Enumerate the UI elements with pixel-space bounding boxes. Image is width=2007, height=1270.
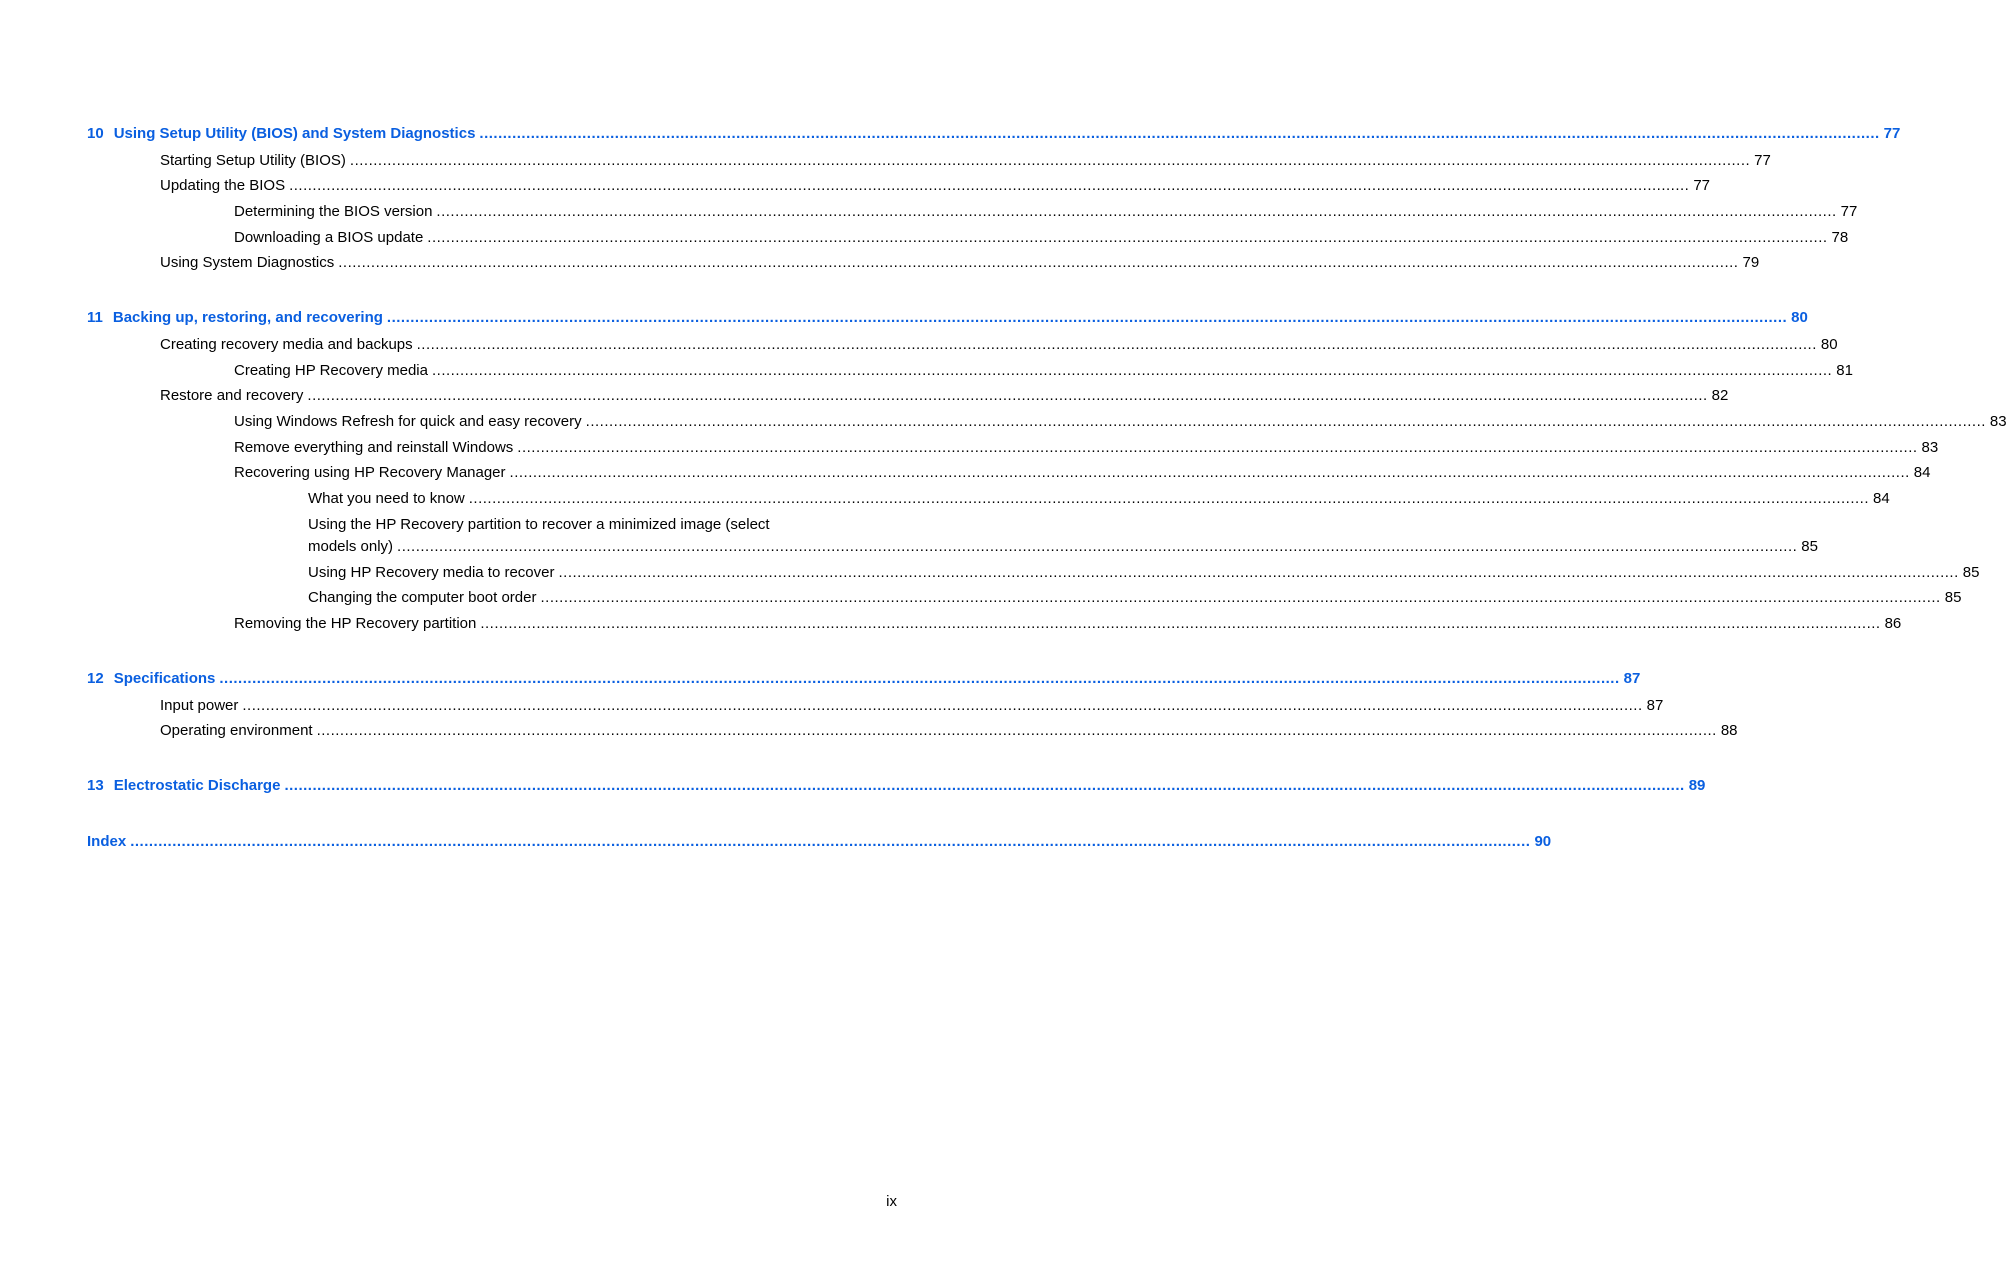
page-ref: 79 xyxy=(1742,254,1760,271)
index-title: Index xyxy=(87,831,130,853)
entry-title-line1: Using the HP Recovery partition to recover a minimized image (select xyxy=(308,516,770,533)
dot-leader: ............................................................................................................................................................................................................................................................................................................ xyxy=(468,490,1870,507)
chapter-title: Electrostatic Discharge xyxy=(113,777,281,794)
toc-entry[interactable] xyxy=(87,720,1738,742)
toc-entry[interactable] xyxy=(87,488,1890,510)
toc-entry[interactable] xyxy=(87,462,1931,484)
dot-leader: ............................................................................................................................................................................................................................................................................................................ xyxy=(517,439,1918,456)
page-number: ix xyxy=(886,1193,897,1210)
toc-entry[interactable] xyxy=(87,587,1962,609)
dot-leader: ............................................................................................................................................................................................................................................................................................................ xyxy=(219,670,1620,687)
dot-leader: ............................................................................................................................................................................................................................................................................................................ xyxy=(397,538,1798,555)
dot-leader: ............................................................................................................................................................................................................................................................................................................ xyxy=(540,589,1941,606)
toc-entry[interactable] xyxy=(87,411,2007,433)
entry-title: Removing the HP Recovery partition xyxy=(234,613,480,635)
dot-leader: ............................................................................................................................................................................................................................................................................................................ xyxy=(479,125,1880,142)
entry-title: Operating environment xyxy=(160,720,317,742)
page-ref: 78 xyxy=(1831,229,1849,246)
toc-entry[interactable] xyxy=(87,562,1980,584)
chapter-title: Specifications xyxy=(113,670,216,687)
page-ref: 83 xyxy=(1921,439,1939,456)
page-ref: 87 xyxy=(1646,697,1664,714)
entry-title: Recovering using HP Recovery Manager xyxy=(234,462,510,484)
page-ref: 77 xyxy=(1754,152,1771,169)
entry-title-line2: models only) xyxy=(308,536,397,558)
page-ref: 87 xyxy=(1623,670,1641,687)
entry-title: Changing the computer boot order xyxy=(308,587,540,609)
toc-chapter-10[interactable] xyxy=(87,123,1901,145)
toc-entry[interactable] xyxy=(87,334,1838,356)
page-ref: 90 xyxy=(1534,833,1552,850)
entry-title: Using HP Recovery media to recover xyxy=(308,562,559,584)
dot-leader: ............................................................................................................................................................................................................................................................................................................ xyxy=(242,697,1643,714)
page-ref: 85 xyxy=(1962,564,1980,581)
entry-title: Remove everything and reinstall Windows xyxy=(234,437,517,459)
dot-leader: ............................................................................................................................................................................................................................................................................................................ xyxy=(130,833,1531,850)
dot-leader: ............................................................................................................................................................................................................................................................................................................ xyxy=(307,387,1708,404)
dot-leader: ............................................................................................................................................................................................................................................................................................................ xyxy=(558,564,1959,581)
toc-entry[interactable] xyxy=(87,385,1729,407)
dot-leader: ............................................................................................................................................................................................................................................................................................................ xyxy=(480,615,1881,632)
dot-leader: ............................................................................................................................................................................................................................................................................................................ xyxy=(338,254,1739,271)
page-ref: 80 xyxy=(1791,309,1808,326)
entry-title: Updating the BIOS xyxy=(160,175,289,197)
entry-title: Creating HP Recovery media xyxy=(234,360,432,382)
dot-leader: ............................................................................................................................................................................................................................................................................................................ xyxy=(427,229,1828,246)
page-ref: 77 xyxy=(1883,125,1901,142)
page-ref: 84 xyxy=(1873,490,1890,507)
page-ref: 80 xyxy=(1820,336,1838,353)
toc-chapter-11[interactable] xyxy=(87,307,1808,329)
toc-entry[interactable] xyxy=(87,175,1711,197)
dot-leader: ............................................................................................................................................................................................................................................................................................................ xyxy=(509,464,1910,481)
dot-leader: ............................................................................................................................................................................................................................................................................................................ xyxy=(316,722,1717,739)
toc-entry[interactable] xyxy=(87,613,1902,635)
chapter-number: 10 xyxy=(87,125,104,142)
entry-title: Downloading a BIOS update xyxy=(234,227,427,249)
toc-entry[interactable] xyxy=(87,252,1760,274)
entry-title: Determining the BIOS version xyxy=(234,201,436,223)
page-ref: 89 xyxy=(1688,777,1706,794)
toc-chapter-12[interactable] xyxy=(87,668,1641,690)
page-ref: 82 xyxy=(1711,387,1729,404)
page-ref: 83 xyxy=(1989,413,2007,430)
toc-entry[interactable] xyxy=(87,201,1858,223)
toc-index[interactable] xyxy=(87,831,1552,853)
dot-leader: ............................................................................................................................................................................................................................................................................................................ xyxy=(284,777,1685,794)
entry-title: What you need to know xyxy=(308,488,469,510)
page-ref: 86 xyxy=(1884,615,1902,632)
page-ref: 85 xyxy=(1801,538,1818,555)
page-ref: 88 xyxy=(1720,722,1738,739)
entry-title: Using Windows Refresh for quick and easy recovery xyxy=(234,411,586,433)
page-ref: 84 xyxy=(1913,464,1931,481)
chapter-number: 11 xyxy=(87,309,103,326)
chapter-title: Backing up, restoring, and recovering xyxy=(112,309,383,326)
dot-leader: ............................................................................................................................................................................................................................................................................................................ xyxy=(436,203,1837,220)
dot-leader: ............................................................................................................................................................................................................................................................................................................ xyxy=(289,177,1690,194)
page-ref: 81 xyxy=(1836,362,1853,379)
dot-leader: ............................................................................................................................................................................................................................................................................................................ xyxy=(386,309,1788,326)
table-of-contents xyxy=(87,122,2007,853)
toc-chapter-13[interactable] xyxy=(87,775,1706,797)
toc-entry[interactable] xyxy=(87,227,1849,249)
page-ref: 77 xyxy=(1840,203,1858,220)
toc-entry[interactable] xyxy=(87,695,1664,717)
chapter-title: Using Setup Utility (BIOS) and System Diagnostics xyxy=(113,125,476,142)
toc-entry[interactable] xyxy=(87,437,1939,459)
dot-leader: ............................................................................................................................................................................................................................................................................................................ xyxy=(416,336,1817,353)
toc-entry[interactable] xyxy=(87,360,1853,382)
entry-title: Starting Setup Utility (BIOS) xyxy=(160,150,350,172)
entry-title: Creating recovery media and backups xyxy=(160,334,417,356)
toc-entry-multiline[interactable] xyxy=(87,514,1818,558)
chapter-number: 12 xyxy=(87,670,104,687)
entry-title: Using System Diagnostics xyxy=(160,252,338,274)
chapter-number: 13 xyxy=(87,777,104,794)
entry-title: Input power xyxy=(160,695,242,717)
dot-leader: ............................................................................................................................................................................................................................................................................................................ xyxy=(349,152,1751,169)
toc-entry[interactable] xyxy=(87,150,1771,172)
page-ref: 77 xyxy=(1693,177,1711,194)
dot-leader: ............................................................................................................................................................................................................................................................................................................ xyxy=(585,413,1986,430)
page-ref: 85 xyxy=(1944,589,1962,606)
dot-leader: ............................................................................................................................................................................................................................................................................................................ xyxy=(431,362,1833,379)
entry-title: Restore and recovery xyxy=(160,385,307,407)
